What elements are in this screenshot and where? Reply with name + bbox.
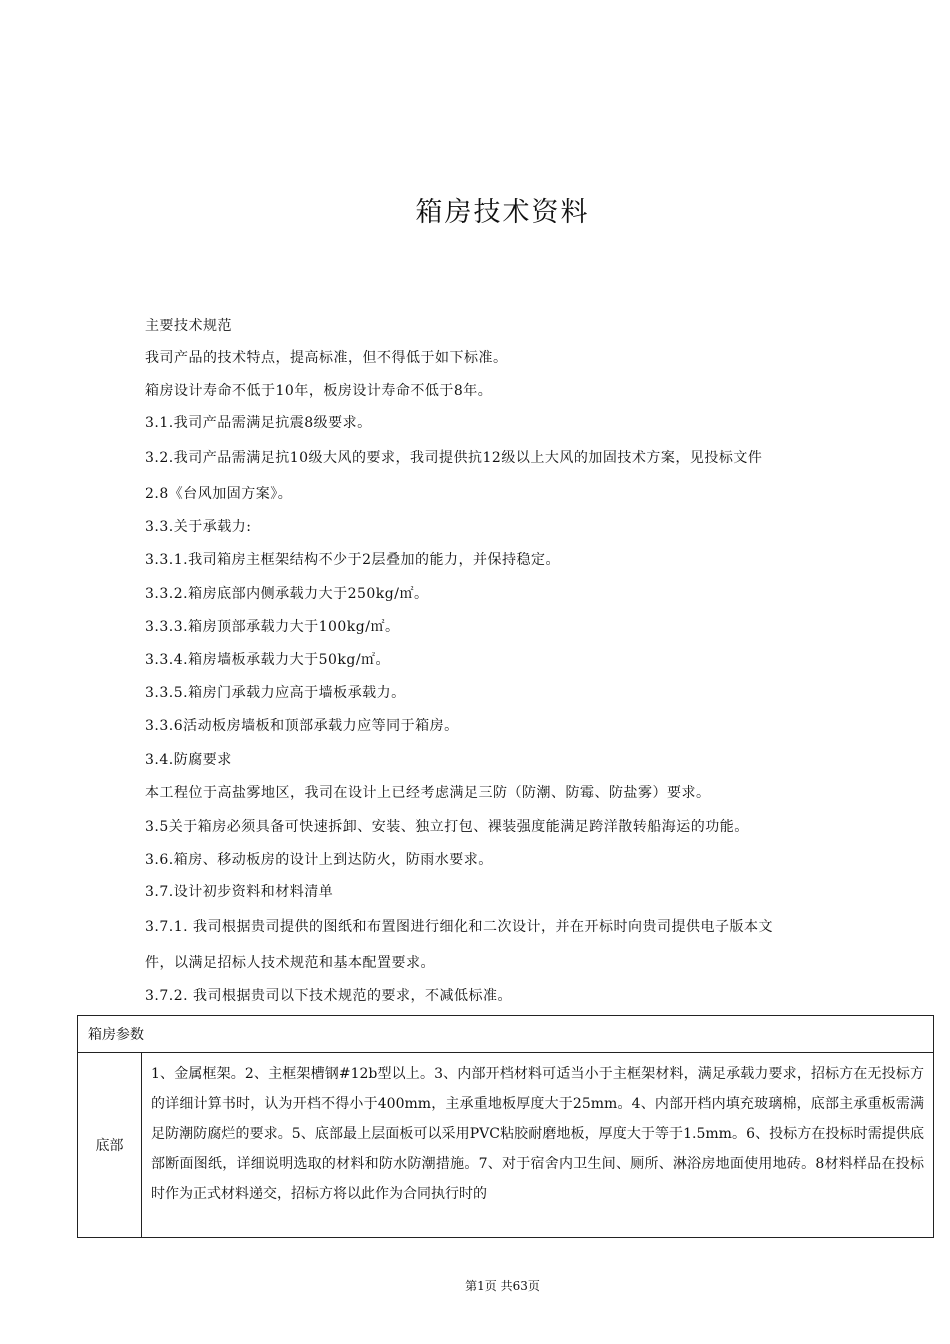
table-row (78, 1053, 934, 1238)
body-line: 3.3.2.箱房底部内侧承载力大于250kg/㎡。 (145, 586, 429, 602)
body-line: 件，以满足招标人技术规范和基本配置要求。 (145, 955, 435, 971)
body-line: 3.6.箱房、移动板房的设计上到达防火，防雨水要求。 (145, 852, 493, 868)
body-line: 3.3.5.箱房门承载力应高于墙板承载力。 (145, 685, 406, 701)
body-line: 3.3.3.箱房顶部承载力大于100kg/㎡。 (145, 619, 400, 635)
body-line: 3.3.4.箱房墙板承载力大于50kg/㎡。 (145, 652, 391, 668)
body-line: 3.7.2. 我司根据贵司以下技术规范的要求，不减低标准。 (145, 988, 513, 1004)
body-line: 3.2.我司产品需满足抗10级大风的要求，我司提供抗12级以上大风的加固技术方案，见投标文件 (145, 450, 763, 466)
body-line: 3.4.防腐要求 (145, 752, 232, 768)
body-line: 3.3.6活动板房墙板和顶部承载力应等同于箱房。 (145, 718, 459, 734)
document-title: 箱房技术资料 (415, 197, 590, 228)
parameters-table (77, 1015, 934, 1238)
body-line: 3.7.1. 我司根据贵司提供的图纸和布置图进行细化和二次设计，并在开标时向贵司提供电子版本文 (145, 919, 774, 935)
row-content: 1、金属框架。2、主框架槽钢#12b型以上。3、内部开档材料可适当小于主框架材料，满足承载力要求，招标方在无投标方的详细计算书时，认为开档不得小于400mm，主承重地板厚度大于25mm。4、内部开档内填充玻璃棉，底部主承重板需满足防潮防腐烂的要求。5、底部最上层面板可以采用PVC粘胶耐磨地板，厚度大于等于1.5mm。6、投标方在投标时需提供底部断面图纸，详细说明选取的材料和防水防潮措施。7、对于宿舍内卫生间、厕所、淋浴房地面使用地砖。8材料样品在投标时作为正式材料递交，招标方将以此作为合同执行时的 (142, 1053, 934, 1238)
page-footer: 第1页 共63页 (465, 1279, 540, 1293)
body-line: 3.5关于箱房必须具备可快速拆卸、安装、独立打包、裸装强度能满足跨洋散转船海运的功能。 (145, 819, 749, 835)
body-line: 箱房设计寿命不低于10年，板房设计寿命不低于8年。 (145, 383, 493, 399)
body-line: 我司产品的技术特点，提高标准，但不得低于如下标准。 (145, 350, 508, 366)
body-line: 主要技术规范 (145, 318, 232, 334)
table-header: 箱房参数 (78, 1016, 934, 1053)
body-line: 2.8《台风加固方案》。 (145, 486, 293, 502)
table-header-row (78, 1016, 934, 1053)
body-line: 本工程位于高盐雾地区，我司在设计上已经考虑满足三防（防潮、防霉、防盐雾）要求。 (145, 785, 711, 801)
body-line: 3.1.我司产品需满足抗震8级要求。 (145, 415, 372, 431)
body-line: 3.7.设计初步资料和材料清单 (145, 884, 334, 900)
body-line: 3.3.1.我司箱房主框架结构不少于2层叠加的能力，并保持稳定。 (145, 552, 560, 568)
body-line: 3.3.关于承载力: (145, 519, 252, 535)
row-label: 底部 (78, 1053, 142, 1238)
